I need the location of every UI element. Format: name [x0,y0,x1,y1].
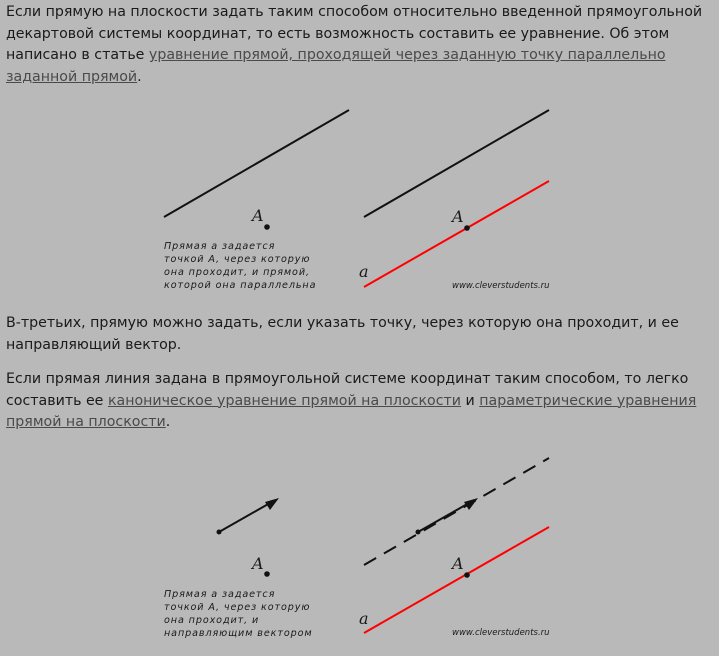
dashed-line-right [364,458,549,565]
direction-vector-right [418,503,469,532]
point-a-right [464,225,470,231]
point-a-left [264,224,270,230]
point-a-right [464,572,470,578]
line-a [364,527,549,633]
direction-vector-left [219,503,270,532]
line-a [364,181,549,287]
vector-arrowhead-left [265,498,279,510]
paragraph-equations: Если прямая линия задана в прямоугольной системе координат таким способом, то легко составить ее каноническое уравнение прямой на плоскости и параметрические уравнения прямой на плоскости. [6,371,697,430]
paragraph-given-line: Если прямую на плоскости задать таким способом относительно введенной прямоугольной декартовой системы координат, то есть возможность составить ее уравнение. Об этом написано в статье уравнение прямой, проходящей через заданную точку параллельно заданной прямой. [6,4,703,85]
caption-line-2: точкой A, через которую [164,254,311,265]
point-a-left [264,571,270,577]
caption-line-1: Прямая a задается [164,241,276,252]
vector-start-left [217,530,222,535]
vector-start-right [416,530,421,535]
caption-line-1: Прямая a задается [164,589,276,600]
paragraph-third-way: В-третьих, прямую можно задать, если указать точку, через которую она проходит, и ее направляющий вектор. [6,315,679,353]
point-label-right: A [452,554,464,573]
link-line-through-point-parallel[interactable]: уравнение прямой, проходящей через заданную точку параллельно заданной прямой [6,47,666,85]
given-line-right [364,110,549,217]
caption-line-4: направляющим вектором [164,628,313,639]
line-label-a: a [359,609,369,628]
point-label-left: A [252,206,264,225]
watermark: www.cleverstudents.ru [452,628,550,638]
figure-point-and-direction-vector [0,440,719,650]
point-label-left: A [252,554,264,573]
figure-point-and-parallel-line [0,96,719,300]
caption-line-4: которой она параллельна [164,280,317,291]
watermark: www.cleverstudents.ru [452,281,550,291]
caption-line-3: она проходит, и прямой, [164,267,310,278]
line-label-a: a [359,262,369,281]
vector-arrowhead-right [464,498,478,510]
caption-line-3: она проходит, и [164,615,260,626]
given-line-left [164,110,349,217]
caption-line-2: точкой A, через которую [164,602,311,613]
paragraph-text: Если прямую на плоскости задать таким способом относительно введенной прямоугольной декартовой системы координат, то есть возможность составить ее уравнение. Об этом написано в статье [6,4,703,63]
point-label-right: A [452,207,464,226]
link-parametric-equations[interactable]: параметрические уравнения прямой на плоскости [6,392,697,430]
link-canonical-equation[interactable]: каноническое уравнение прямой на плоскости [107,392,462,409]
